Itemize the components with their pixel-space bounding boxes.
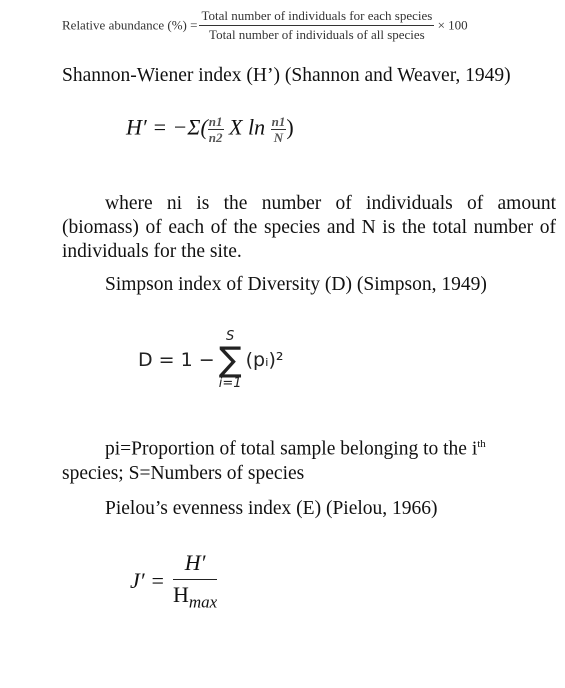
relative-abundance-equation <box>62 8 468 43</box>
simpson-term: (pᵢ)² <box>245 349 284 371</box>
shannon-close: ) <box>286 114 294 140</box>
relative-abundance-numerator: Total number of individuals for each species <box>199 8 434 26</box>
simpson-note-text: pi=Proportion of total sample belonging to the i <box>105 438 478 460</box>
pielou-denominator-subscript: max <box>188 592 218 612</box>
summation-lower-limit: i=1 <box>218 376 242 391</box>
shannon-heading: Shannon-Wiener index (H’) (Shannon and Weaver, 1949) <box>62 65 511 86</box>
relative-abundance-lhs: Relative abundance (%) = <box>62 17 198 33</box>
pielou-formula <box>130 550 217 612</box>
shannon-lhs: H′ = −Σ( <box>126 114 208 140</box>
pielou-fraction <box>173 550 217 612</box>
simpson-lhs: D = 1 − <box>138 349 215 371</box>
pielou-numerator: H′ <box>173 550 217 580</box>
shannon-fraction-2 <box>271 114 287 145</box>
relative-abundance-denominator: Total number of individuals of all species <box>209 27 425 42</box>
shannon-frac2-numerator: n1 <box>271 114 286 129</box>
summation <box>219 330 242 390</box>
shannon-formula <box>126 114 294 145</box>
pielou-denominator <box>173 580 217 612</box>
pielou-heading: Pielou’s evenness index (E) (Pielou, 1966) <box>105 498 438 519</box>
pielou-lhs: J′ = <box>130 568 165 594</box>
shannon-fraction-1 <box>208 114 224 145</box>
simpson-heading: Simpson index of Diversity (D) (Simpson, 1949) <box>105 274 487 295</box>
sigma-symbol: ∑ <box>218 340 242 380</box>
shannon-frac1-numerator: n1 <box>208 114 223 129</box>
pielou-denominator-base: H <box>172 582 189 607</box>
simpson-formula <box>138 330 284 390</box>
shannon-explanation: where ni is the number of individuals of amount (biomass) of each of the species and N is the total number of individuals for the site. <box>62 193 556 262</box>
simpson-note-line-1 <box>105 438 486 461</box>
summation-upper-limit: S <box>226 329 235 344</box>
shannon-frac2-denominator: N <box>273 130 284 145</box>
shannon-frac1-denominator: n2 <box>208 130 223 145</box>
simpson-note-line-2: species; S=Numbers of species <box>62 463 305 484</box>
relative-abundance-fraction <box>199 8 434 43</box>
shannon-mid: X ln <box>223 114 271 140</box>
simpson-note-superscript: th <box>477 438 486 450</box>
relative-abundance-multiplier: × 100 <box>437 17 468 33</box>
